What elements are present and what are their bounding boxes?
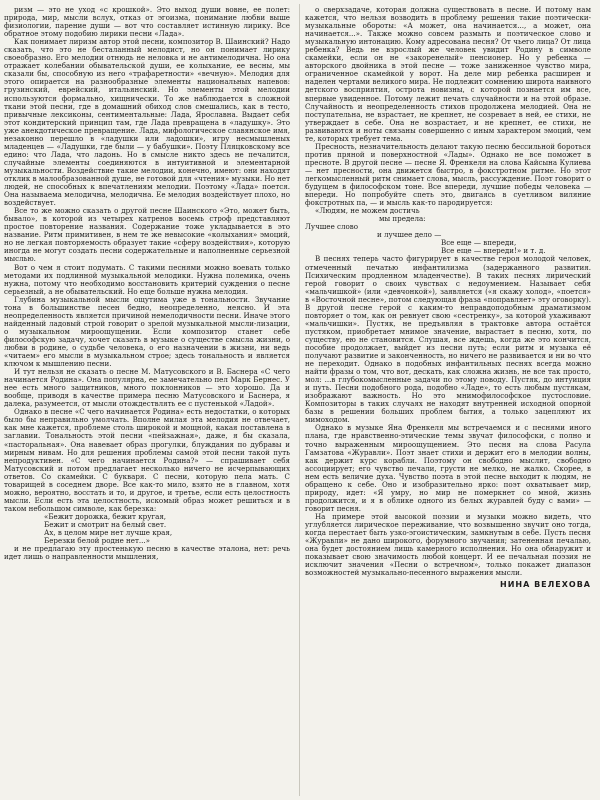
poem-line: Бежит и смотрит на белый свет. <box>44 520 167 529</box>
author-signature: НИНА ВЕЛЕХОВА <box>500 580 591 590</box>
verse-line: мы предела: <box>379 214 426 224</box>
paragraph: о сверхзадаче, которая должна существовать в песне. И потому нам кажется, что нельзя возводить в проблему решения такие поэтически-музыкальные обороты: «А может, она начинается..., а может, она начинается...». Также можно совсем размыть и поэтическое слово и музыкальную интонацию. Кому адресована песня? От чьего лица? От лица ребенка? Ведь не взрослый же человек увидит Родину в символе скамейки, если он не «закоренелый» пенсионер. Но у ребенка — авторского двойника в этой песне — тоже заниженное чувство мира, ограниченное скамейкой у ворот. На деле мир ребенка расширен и наделен чертами великого мира. Не подлежит сомнению широта наивного детского восприятия, острота новизны, с которой познается им все, впервые увиденное. Потому лежит печать случайности и на этой образе. Случайность и неопределенность стихов продолжена мелодией. Она не поступательна, не взрастает, не крепнет, не созревает в ней, ее стихи, не утверждает в себе. Она не возрастает, и не крепнет, ее стихи, не развиваются и ноты связаны совершенно с иным характером эмоций, чем те, которых требует тема. <box>305 5 591 143</box>
verse-line: и лучшее дело — <box>377 230 442 240</box>
verse-line: Все еще — впереди!» и т. д. <box>441 246 546 256</box>
verse-line: Лучшее слово <box>305 222 359 232</box>
paragraph: Вот о чем я стоит подумать. С такими песнями можно воевать только методами их подлинной музыкальной мелодики. Нужна полемика, очень нужна, потому что необходимо восстановить критерий суждения о песне серьезный, а не обывательский. Но еще больше нужна мелодия. <box>4 262 290 296</box>
article-column-right <box>305 6 591 589</box>
paragraph: Однако в музыке Яна Френкеля мы встречаемся и с песнями иного плана, где нравственно-этические темы звучат философски, с полно и точно выраженным мироощущением. Это песня на слова Расула Гамзатова «Журавли». Поэт знает стихи и держит его в мелодии волны, как держит курс корабли. Поэтому он свободно мыслит, свободно ассоциирует; его чувство печали, грусти не мелко, не жалко. Скорее, в нем есть величие духа. Чувство поэта в этой песне выходит к людям, не обращено к себе. Оно и изобразительно ярко: поэт охватывает мир, природу, идет: «Я умру, но мир не померкнет со мной, жизнь продолжится, и я в облике одного из белых журавлей буду с вами» — говорит песня. <box>305 423 591 513</box>
paragraph: Однако в песне «С чего начинается Родина» есть недостатки, о которых было бы неправильно умолчать. Вполне милая эта мелодия не отвечает, как мне кажется, проблеме столь широкой и мощной, какая поставлена в заглавии. Тональность этой песни «пейзажная», даже, я бы сказала, «пасторальная». Она навевает образ прогулки, блуждания по дубравы и мирным нивам. Но для решения проблемы самой этой песни такой путь непродуктивен. «С чего начинается Родина?» — спрашивает себя Матусовский и потом предлагает несколько ничего не исчерпывающих ответов. Со скамейки. С букваря. С песни, которую пела мать. С товарищей в соседнем дворе. Все как-то мило, взято не в главном, хотя можно, вероятно, восстать и то, и другое, и третье, если есть целостность мысли. Если есть эта целостность, искомый образ может решиться и в таком небольшом символе, как березка: <box>4 407 290 513</box>
article-column-left <box>4 6 290 561</box>
song-quote <box>305 215 591 255</box>
song-quote <box>4 513 290 545</box>
paragraph: Все то же можно сказать о другой песне Шаинского «Это, может быть, бывало», в которой из четырех катренов восемь строф представляют простое повторение названия. Содержание тоже укладывается в это название. Ритм примитивен, в нем те же невысокие «колыхания» эмоций, но не легкая повторяемость образует такие «сферу воздействия», которую иногда не могут создать песни содержательные и наполненные серьезной мыслью. <box>4 206 290 264</box>
paragraph: И тут нельзя не сказать о песне М. Матусовского и В. Баснера «С чего начинается Родина». Она популярна, ее замечательно пел Марк Бернес. У нее есть много защитников, много поклонников — это хорошо. Да и вообще, приводя в качестве примера песню Матусовского и Баснера, я далека, разумеется, от мысли отождествлять ее с пустенькой «Ладой». <box>4 367 290 409</box>
paragraph: и не предлагаю эту простенькую песню в качестве эталона, нет: речь идет лишь о направленности мышления, <box>4 544 290 562</box>
paragraph: Пресность, незначительность делают такую песню бессильной бороться против пряной и поверхностной «Лады». Однако не все поможет в пресноте. В другой песне — песне Я. Френкеля на слова Кайсына Кулиева — нет пресности, она движется быстро, в фокстротном ритме. Но этот легкомысленный ритм снимает слова, мысль, рассуждение. Поэт говорит о будущем в философском тоне. Все впереди, лучшие победы человека — впереди. Но попробуйте спеть это, двигаясь в суетливом виляние фокстротных па, — и мысль как-то пародируется: <box>305 141 591 208</box>
paragraph: ризм — это не уход «с крошкой». Это выход души вовне, ее полет: природа, мир, мысли вслух, отказ от эгоизма, понимание любви выше физиологии, парение души — вот что составляет истинную лирику. Все обратное этому подобию лирики песни «Лада». <box>4 5 290 39</box>
verse-line: Все еще — впереди, <box>441 238 517 248</box>
poem-line: «Бежит дорожка, бежит кругая, <box>44 511 167 521</box>
paragraph: На примере этой высокой поэзии и музыки можно видеть, что углубляется лирическое переживание, что возвышенно звучит оно тогда, когда перестает быть узко-эгоистическим, замкнутым в себе. Пусть песня «Журавли» не дано широкого, форумного звучания; затененная печалью, она будет достоянием лишь камерного исполнения. Но она обнаружит и показывает свою значимость любой концерт. И ее печальная поэзия не исключит значения «Песни о встречном», только покажет диапазон возможностей музыкально-песенного выражения мысли. <box>305 511 591 578</box>
paragraph: В песнях теперь часто фигурирует в качестве героя молодой человек, отмеченный печатью инфантилизма (задержанного развития. Психическим продленном младенчестве). В таких песнях лирический герой говорит о своих чувствах с недоумением. Называет себя «мальчишкой» (или «девчонкой»), заявляется («я скажу холод», «поется» в «Восточной песне», потом следующая фраза «поправляет» эту оговорку). В другой песне герой с каким-то неправдоподобным драматизмом повторяет о том, как он ревнует свою «сестренку», за которой ухаживают «мальчишки». Пустяк, не предъявляя в трактовке автора остаётся пустяком, приобретает мнимое значение, вырастает в песню, хотя, по существу, ею не становится. Слушая, все ждешь, когда же это кончится, пособие продолжает, выйдет из песни путь; если ритм и музыка её получают развитие и законченность, но ничего не развивается и ни во что не переходит. Однако в подобных инфантильных песнях всегда можно найти фразы о том, что вот, дескать, как сложна жизнь, не все так просто, мол: ...в глубокомысленные задачи по этому поводу. Пустяк, до интуиция и путь. Песни подобного рода, подобно «Ладе», то есть любым пустякам, изображают важность. Но это мнимофилософское пустословие. Композиторы в таких случаях не находят внутренней исходной опорной базы в решении больших проблем бытия, а только зацепляют их мимоходом. <box>305 254 591 425</box>
paragraph: Как понимает лиризм автор этой песни, композитор В. Шаинский? Надо сказать, что это не бесталанный мелодист, но он понимает лирику своеобразно. Его мелодии отнюдь не неловка и не антимелодична. Но она отражает колебании обывательской души, ее колыхание, ее весны, мы сказали бы, способную из него «трафаретности» «вечную». Мелодия для этого опирается на разнообразные элементы национальных напевов: грузинский, еврейский, итальянский. Но элементы этой мелодии используются формально, хищнически. То же наблюдается в сложной ткани этой песни, где в домашний обиход слов смешались, как в тесто, привычные лексиконы, сентиментальные: Лада, Ярославна. Выдает себя этот кондитерский принцип там, где Лада превращена в «ладушку». Это уже анекдотическое превращение. Лада, мифологическое славянское имя, незаконно перешло в «ладушки или ладошки», игру несмышленых младенцев — «Ладушки, где были — у бабушки». Поэту Пляцковскому все едино: что Лада, что ладонь. Но в смысле никто здесь не печалится, случайные элементы соединяются в интуитивной и элементарной музыкальности. Воздействие такие мелодии, конечно, имеют: они находят отклик в малообразованной душе, не готовой для «чтения» музыки. Но нет людей, не способных к впечатлениям мелодии. Поэтому «Лада» поется. Она называема мелодична, мелодична. Ее мелодия воздействует плохо, но воздействует. <box>4 37 290 208</box>
paragraph: Глубина музыкальной мысли ощутима уже в тональности. Звучание тона в большинстве песен бедно, неопределенно, неясно. И эта неопределенность является причиной немелодичности песни. Иначе этого найденный ладовый строй говорит о зрелой музыкальной мысли-лизации, о музыкальном мироощущении. Если композитор станет себе философскую задачу, хочет сказать в музыке о существе смысла жизни, о любви в родине, о судьбе человека, о его назначении в жизни, ни ведь «читаем» его мысли в музыкальном строе; здесь тональность и является ключом к мышлению песни. <box>4 294 290 369</box>
paragraph: «Людям, не можем достичь <box>315 206 420 216</box>
poem-line: Березки белой родне нет...» <box>44 536 150 546</box>
column-divider <box>299 4 300 796</box>
poem-line: Ах, в целом мире нет лучше края, <box>44 528 173 538</box>
